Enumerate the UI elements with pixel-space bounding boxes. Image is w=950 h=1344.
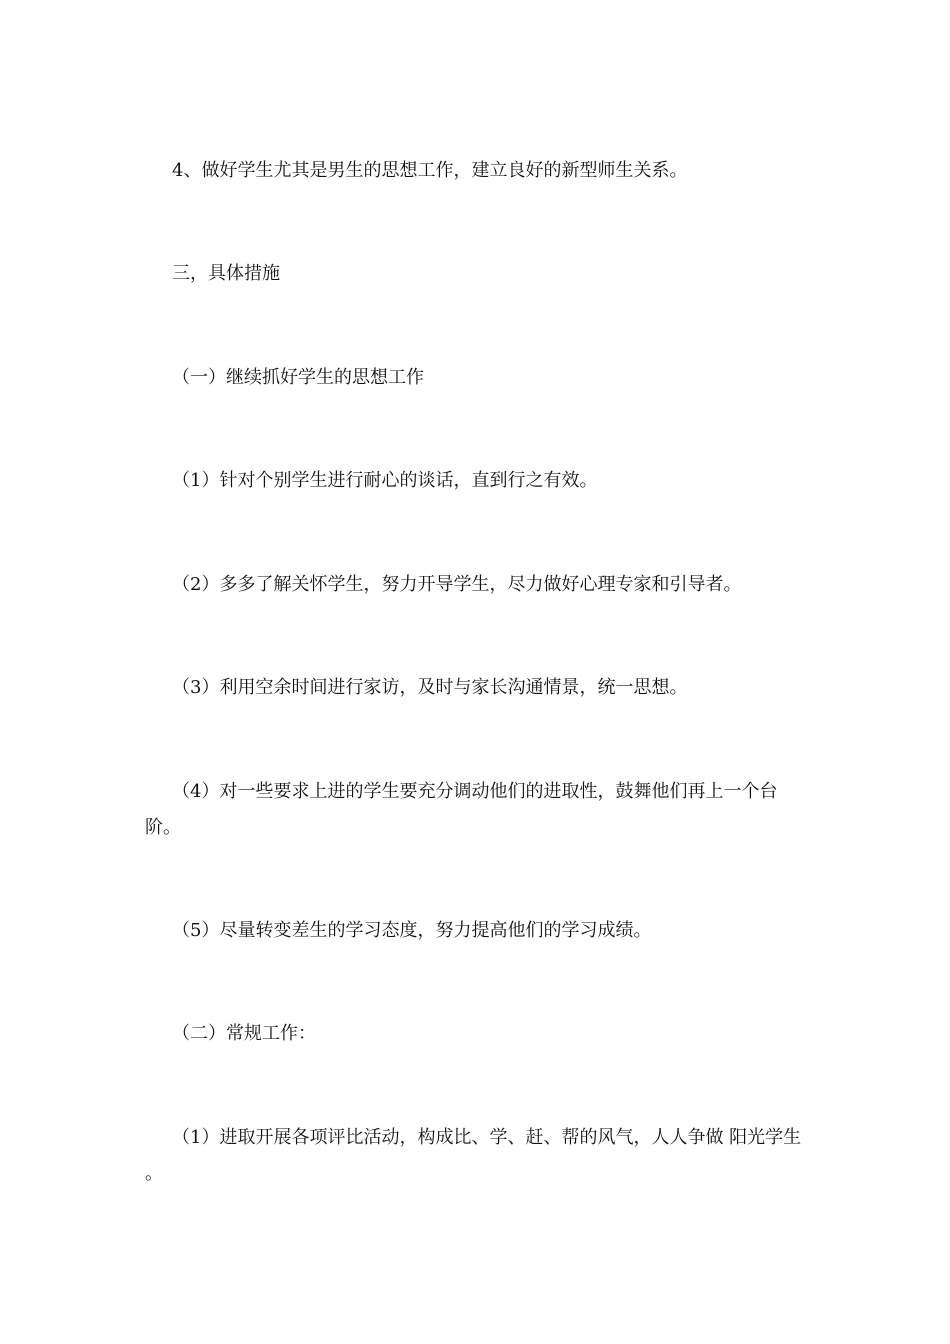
- subsection-heading-thought-work: （一）继续抓好学生的思想工作: [172, 367, 424, 388]
- paragraph-measure-4: （4）对一些要求上进的学生要充分调动他们的进取性，鼓舞他们再上一个台阶。: [145, 781, 778, 838]
- paragraph-measure-1: （1）针对个别学生进行耐心的谈话，直到行之有效。: [172, 470, 598, 491]
- paragraph-item-4: 4、做好学生尤其是男生的思想工作，建立良好的新型师生关系。: [172, 160, 688, 181]
- subsection-heading-routine-work: （二）常规工作：: [172, 1023, 316, 1044]
- section-heading-measures: 三，具体措施: [172, 263, 280, 284]
- paragraph-routine-1: （1）进取开展各项评比活动，构成比、学、赶、帮的风气，人人争做 阳光学生 。: [145, 1127, 802, 1184]
- paragraph-measure-2: （2）多多了解关怀学生，努力开导学生，尽力做好心理专家和引导者。: [172, 574, 742, 595]
- paragraph-measure-5: （5）尽量转变差生的学习态度，努力提高他们的学习成绩。: [172, 920, 652, 941]
- paragraph-measure-3: （3）利用空余时间进行家访，及时与家长沟通情景，统一思想。: [172, 677, 688, 698]
